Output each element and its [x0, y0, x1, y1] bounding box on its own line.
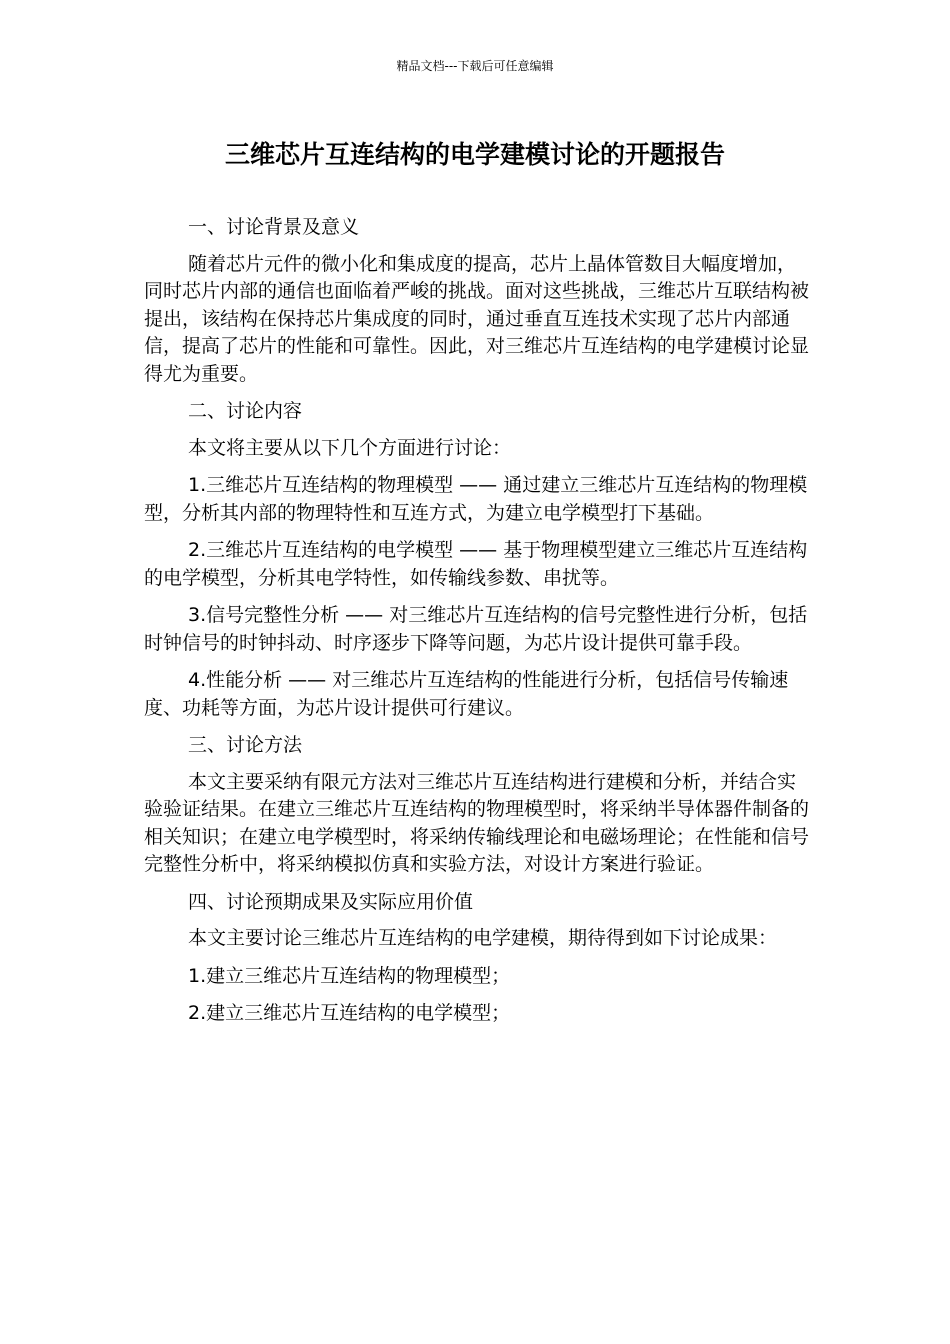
- document-title: 三维芯片互连结构的电学建模讨论的开题报告: [224, 140, 725, 169]
- section-heading-background: 一、讨论背景及意义: [188, 216, 360, 238]
- paragraph-method: 本文主要采纳有限元方法对三维芯片互连结构进行建模和分析，并结合实验验证结果。在建立三维芯片互连结构的物理模型时，将采纳半导体器件制备的相关知识；在建立电学模型时，将采纳传输线理论和电磁场理论；在性能和信号完整性分析中，将采纳模拟仿真和实验方法，对设计方案进行验证。: [144, 770, 810, 875]
- document-body: [144, 214, 814, 1038]
- result-item-1: 1.建立三维芯片互连结构的物理模型；: [188, 964, 511, 987]
- paragraph-content-intro: 本文将主要从以下几个方面进行讨论：: [188, 436, 512, 459]
- paragraph-background: 随着芯片元件的微小化和集成度的提高，芯片上晶体管数目大幅度增加，同时芯片内部的通信也面临着严峻的挑战。面对这些挑战，三维芯片互联结构被提出，该结构在保持芯片集成度的同时，通过垂直互连技术实现了芯片内部通信，提高了芯片的性能和可靠性。因此，对三维芯片互连结构的电学建模讨论显得尤为重要。: [144, 252, 810, 385]
- page-header: 精品文档---下载后可任意编辑: [396, 59, 554, 73]
- content-item-1: 1.三维芯片互连结构的物理模型 —— 通过建立三维芯片互连结构的物理模型，分析其内部的物理特性和互连方式，为建立电学模型打下基础。: [144, 474, 808, 524]
- paragraph-results-intro: 本文主要讨论三维芯片互连结构的电学建模，期待得到如下讨论成果：: [188, 927, 778, 949]
- result-item-2: 2.建立三维芯片互连结构的电学模型；: [188, 1002, 511, 1024]
- content-item-3: 3.信号完整性分析 —— 对三维芯片互连结构的信号完整性进行分析，包括时钟信号的时钟抖动、时序逐步下降等问题，为芯片设计提供可靠手段。: [144, 604, 808, 654]
- content-item-4: 4.性能分析 —— 对三维芯片互连结构的性能进行分析，包括信号传输速度、功耗等方面，为芯片设计提供可行建议。: [144, 669, 789, 719]
- section-heading-method: 三、讨论方法: [188, 734, 303, 756]
- content-item-2: 2.三维芯片互连结构的电学模型 —— 基于物理模型建立三维芯片互连结构的电学模型，分析其电学特性，如传输线参数、串扰等。: [144, 539, 808, 589]
- section-heading-results: 四、讨论预期成果及实际应用价值: [188, 890, 474, 913]
- section-heading-content: 二、讨论内容: [188, 400, 303, 422]
